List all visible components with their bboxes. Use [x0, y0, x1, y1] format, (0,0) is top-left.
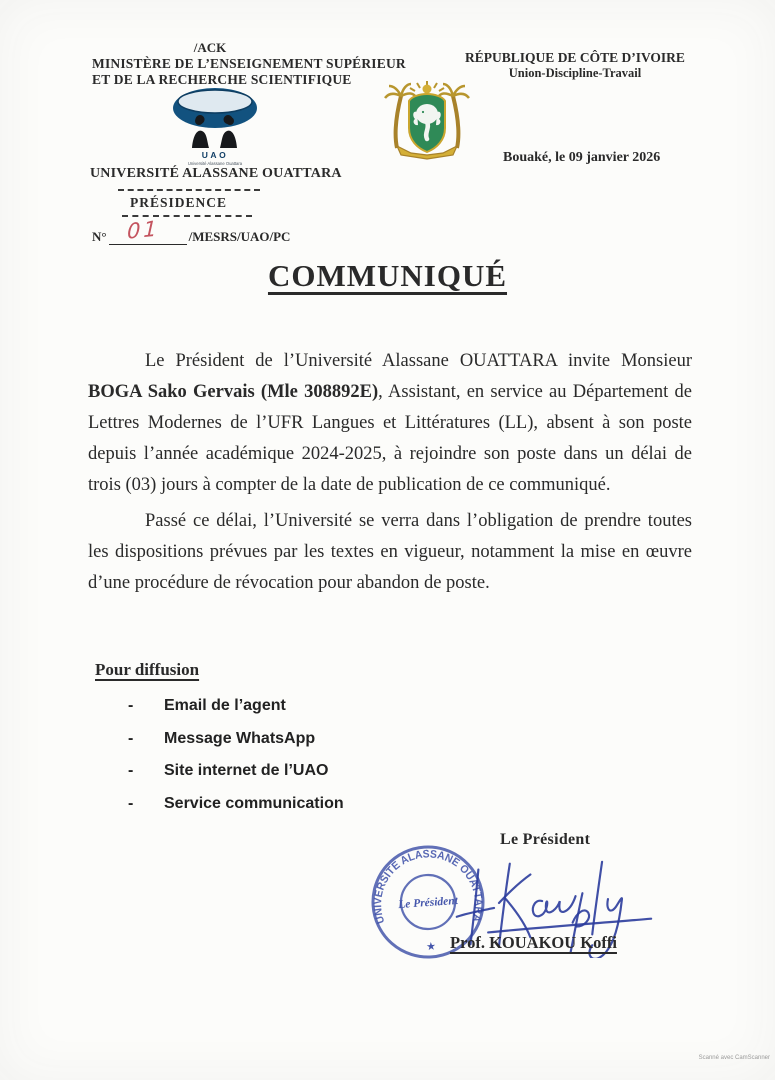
cote-divoire-coat-of-arms-icon	[383, 78, 471, 160]
uao-logo	[166, 86, 264, 168]
paragraph-2: Passé ce délai, l’Université se verra dans l’obligation de prendre toutes les dispositions prévues par les textes en vigueur, notamment la mise en œuvre d’une procédure de révocation pour abandon de poste.	[88, 511, 692, 593]
list-item	[128, 761, 344, 782]
national-motto: Union-Discipline-Travail	[508, 66, 642, 80]
p1-agent-name-bold: BOGA Sako Gervais (Mle 308892E)	[88, 382, 379, 402]
list-item	[128, 729, 344, 750]
diffusion-item-label: Service communication	[164, 794, 344, 812]
reference-prefix: N°	[92, 229, 107, 244]
signatory-name: Prof. KOUAKOU Koffi	[450, 933, 617, 952]
presidency-label: PRÉSIDENCE	[130, 195, 228, 210]
reference-blank-line	[109, 216, 187, 245]
stamp-ring-text: UNIVERSITE ALASSANE OUATTARA	[372, 848, 485, 926]
diffusion-item-label: Message WhatsApp	[164, 729, 316, 747]
dash-bullet: -	[128, 697, 134, 714]
university-name: UNIVERSITÉ ALASSANE OUATTARA	[90, 166, 342, 181]
dash-bullet: -	[128, 729, 134, 747]
p1-text-after: , Assistant, en service au Département de Lettres Modernes de l’UFR Langues et Littératures (LL), absent à son poste depuis l’année académique 2024-2025, à rejoindre son poste dans un délai de trois (03) jours à compter de la date de publication de ce communiqué.	[88, 382, 692, 495]
camscanner-watermark: Scanné avec CamScanner	[698, 1055, 770, 1061]
reference-number-line	[92, 216, 291, 245]
divider	[122, 215, 252, 217]
list-item	[128, 696, 344, 717]
dash-bullet: -	[128, 762, 134, 779]
stamp-star-icon: ★	[425, 940, 437, 954]
list-item	[128, 794, 344, 815]
stamp-center-text: Le Président	[397, 894, 459, 912]
diffusion-item-label: Email de l’agent	[164, 697, 286, 714]
document-title: COMMUNIQUÉ	[267, 258, 508, 293]
dash-bullet: -	[128, 794, 134, 812]
diffusion-heading: Pour diffusion	[95, 660, 200, 679]
divider	[118, 189, 260, 191]
paragraph-1	[88, 346, 692, 501]
ack-reference: /ACK	[193, 40, 227, 55]
reference-suffix: /MESRS/UAO/PC	[188, 229, 291, 244]
diffusion-item-label: Site internet de l’UAO	[164, 762, 329, 779]
body-text	[88, 346, 692, 599]
place-and-date: Bouaké, le 09 janvier 2026	[503, 150, 661, 165]
ministry-line-2: ET DE LA RECHERCHE SCIENTIFIQUE	[92, 72, 352, 87]
republic-name: RÉPUBLIQUE DE CÔTE D’IVOIRE	[465, 50, 685, 65]
uao-caption: Université Alassane Ouattara	[187, 161, 243, 166]
uao-acronym: UAO	[201, 150, 229, 160]
diffusion-list	[128, 696, 344, 826]
handwritten-number: 01	[126, 216, 160, 244]
ministry-line-1: MINISTÈRE DE L’ENSEIGNEMENT SUPÉRIEUR	[92, 56, 406, 71]
p1-text-before: Le Président de l’Université Alassane OUATTARA invite Monsieur	[145, 351, 692, 371]
signatory-role: Le Président	[500, 831, 591, 848]
